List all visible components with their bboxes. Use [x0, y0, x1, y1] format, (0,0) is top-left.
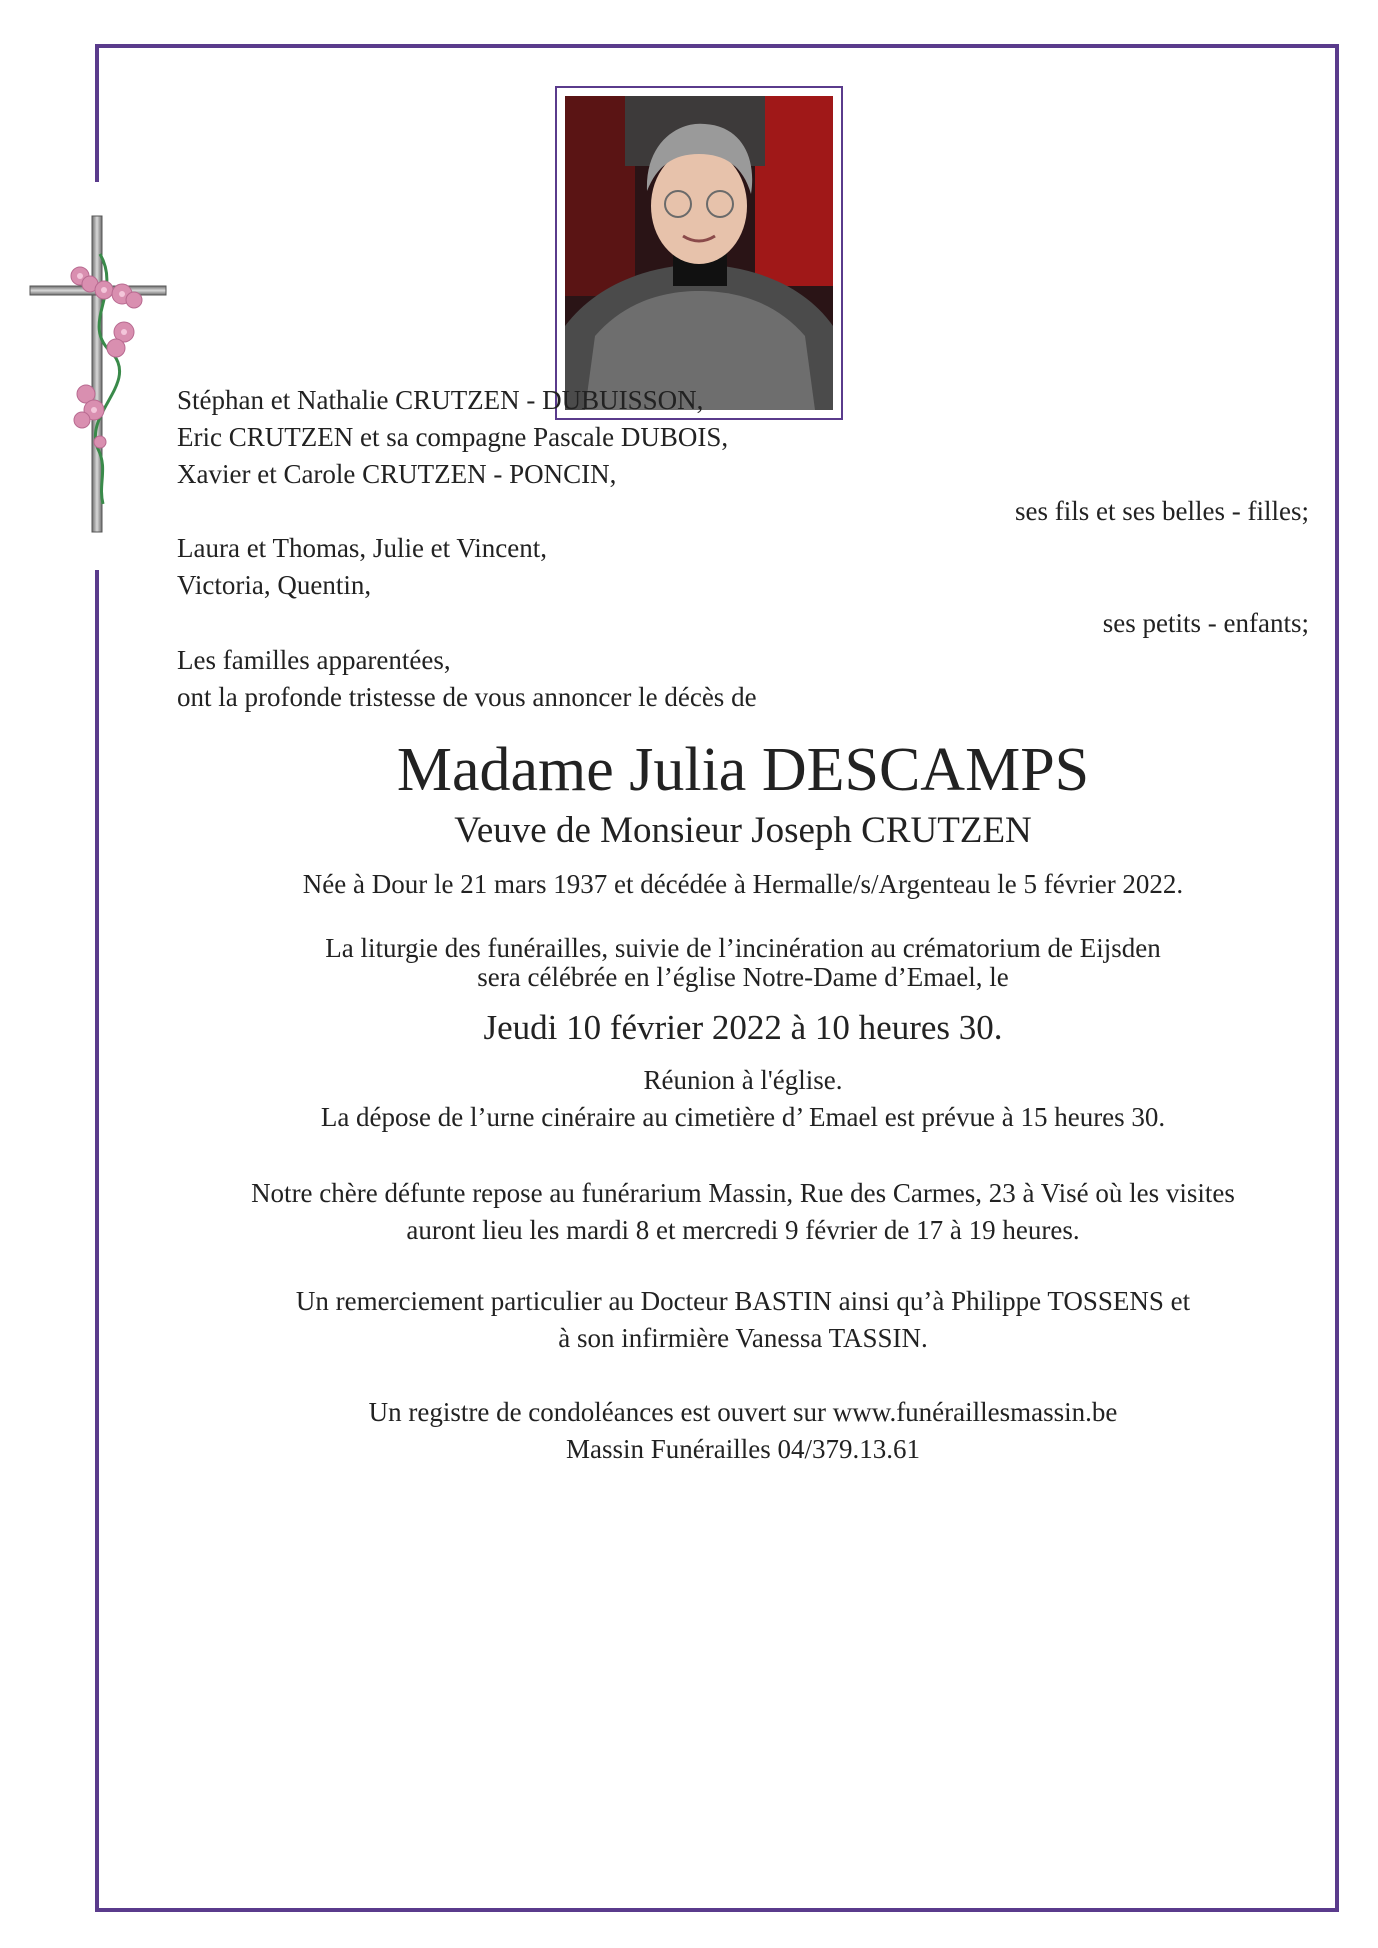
portrait-photo	[565, 96, 833, 410]
thanks-line-2: à son infirmière Vanessa TASSIN.	[558, 1323, 928, 1353]
ceremony-datetime: Jeudi 10 février 2022 à 10 heures 30.	[483, 1008, 1003, 1047]
deceased-birth-death: Née à Dour le 21 mars 1937 et décédée à Hermalle/s/Argenteau le 5 février 2022.	[302, 869, 1184, 899]
portrait-frame	[555, 86, 843, 420]
frame-bottom-border	[95, 1908, 1339, 1912]
family-grandchildren-1: Laura et Thomas, Julie et Vincent,	[177, 533, 548, 563]
family-son-2: Eric CRUTZEN et sa compagne Pascale DUBOIS,	[177, 422, 729, 452]
family-relatives: Les familles apparentées,	[177, 645, 451, 675]
visits-line-2: auront lieu les mardi 8 et mercredi 9 février de 17 à 19 heures.	[406, 1215, 1080, 1245]
ceremony-meeting: Réunion à l'église.	[643, 1065, 843, 1095]
frame-right-border	[1335, 44, 1339, 1912]
funeral-home-contact: Massin Funérailles 04/379.13.61	[566, 1434, 920, 1464]
ceremony-line-1: La liturgie des funérailles, suivie de l’incinération au crématorium de Eijsden	[325, 933, 1161, 963]
cross-with-flowers-icon	[28, 214, 168, 534]
family-announcement: ont la profonde tristesse de vous annoncer le décès de	[177, 682, 757, 712]
family-sons-role: ses fils et ses belles - filles;	[1015, 496, 1309, 526]
family-son-3: Xavier et Carole CRUTZEN - PONCIN,	[177, 459, 617, 489]
ceremony-urn: La dépose de l’urne cinéraire au cimetière d’ Emael est prévue à 15 heures 30.	[320, 1102, 1166, 1132]
frame-left-border-lower	[95, 570, 99, 1912]
thanks-line-1: Un remerciement particulier au Docteur BASTIN ainsi qu’à Philippe TOSSENS et	[295, 1286, 1191, 1316]
deceased-widow-of: Veuve de Monsieur Joseph CRUTZEN	[454, 810, 1032, 851]
visits-line-1: Notre chère défunte repose au funérarium Massin, Rue des Carmes, 23 à Visé où les visites	[251, 1178, 1235, 1208]
condolence-register: Un registre de condoléances est ouvert sur www.funéraillesmassin.be	[368, 1397, 1118, 1427]
deceased-name: Madame Julia DESCAMPS	[396, 736, 1090, 804]
family-grandchildren-2: Victoria, Quentin,	[177, 570, 372, 600]
frame-top-border	[95, 44, 1339, 48]
family-grandchildren-role: ses petits - enfants;	[1102, 608, 1309, 638]
ceremony-line-2: sera célébrée en l’église Notre-Dame d’Emael, le	[477, 962, 1009, 992]
frame-left-border-upper	[95, 44, 99, 182]
family-son-1: Stéphan et Nathalie CRUTZEN - DUBUISSON,	[177, 385, 704, 415]
